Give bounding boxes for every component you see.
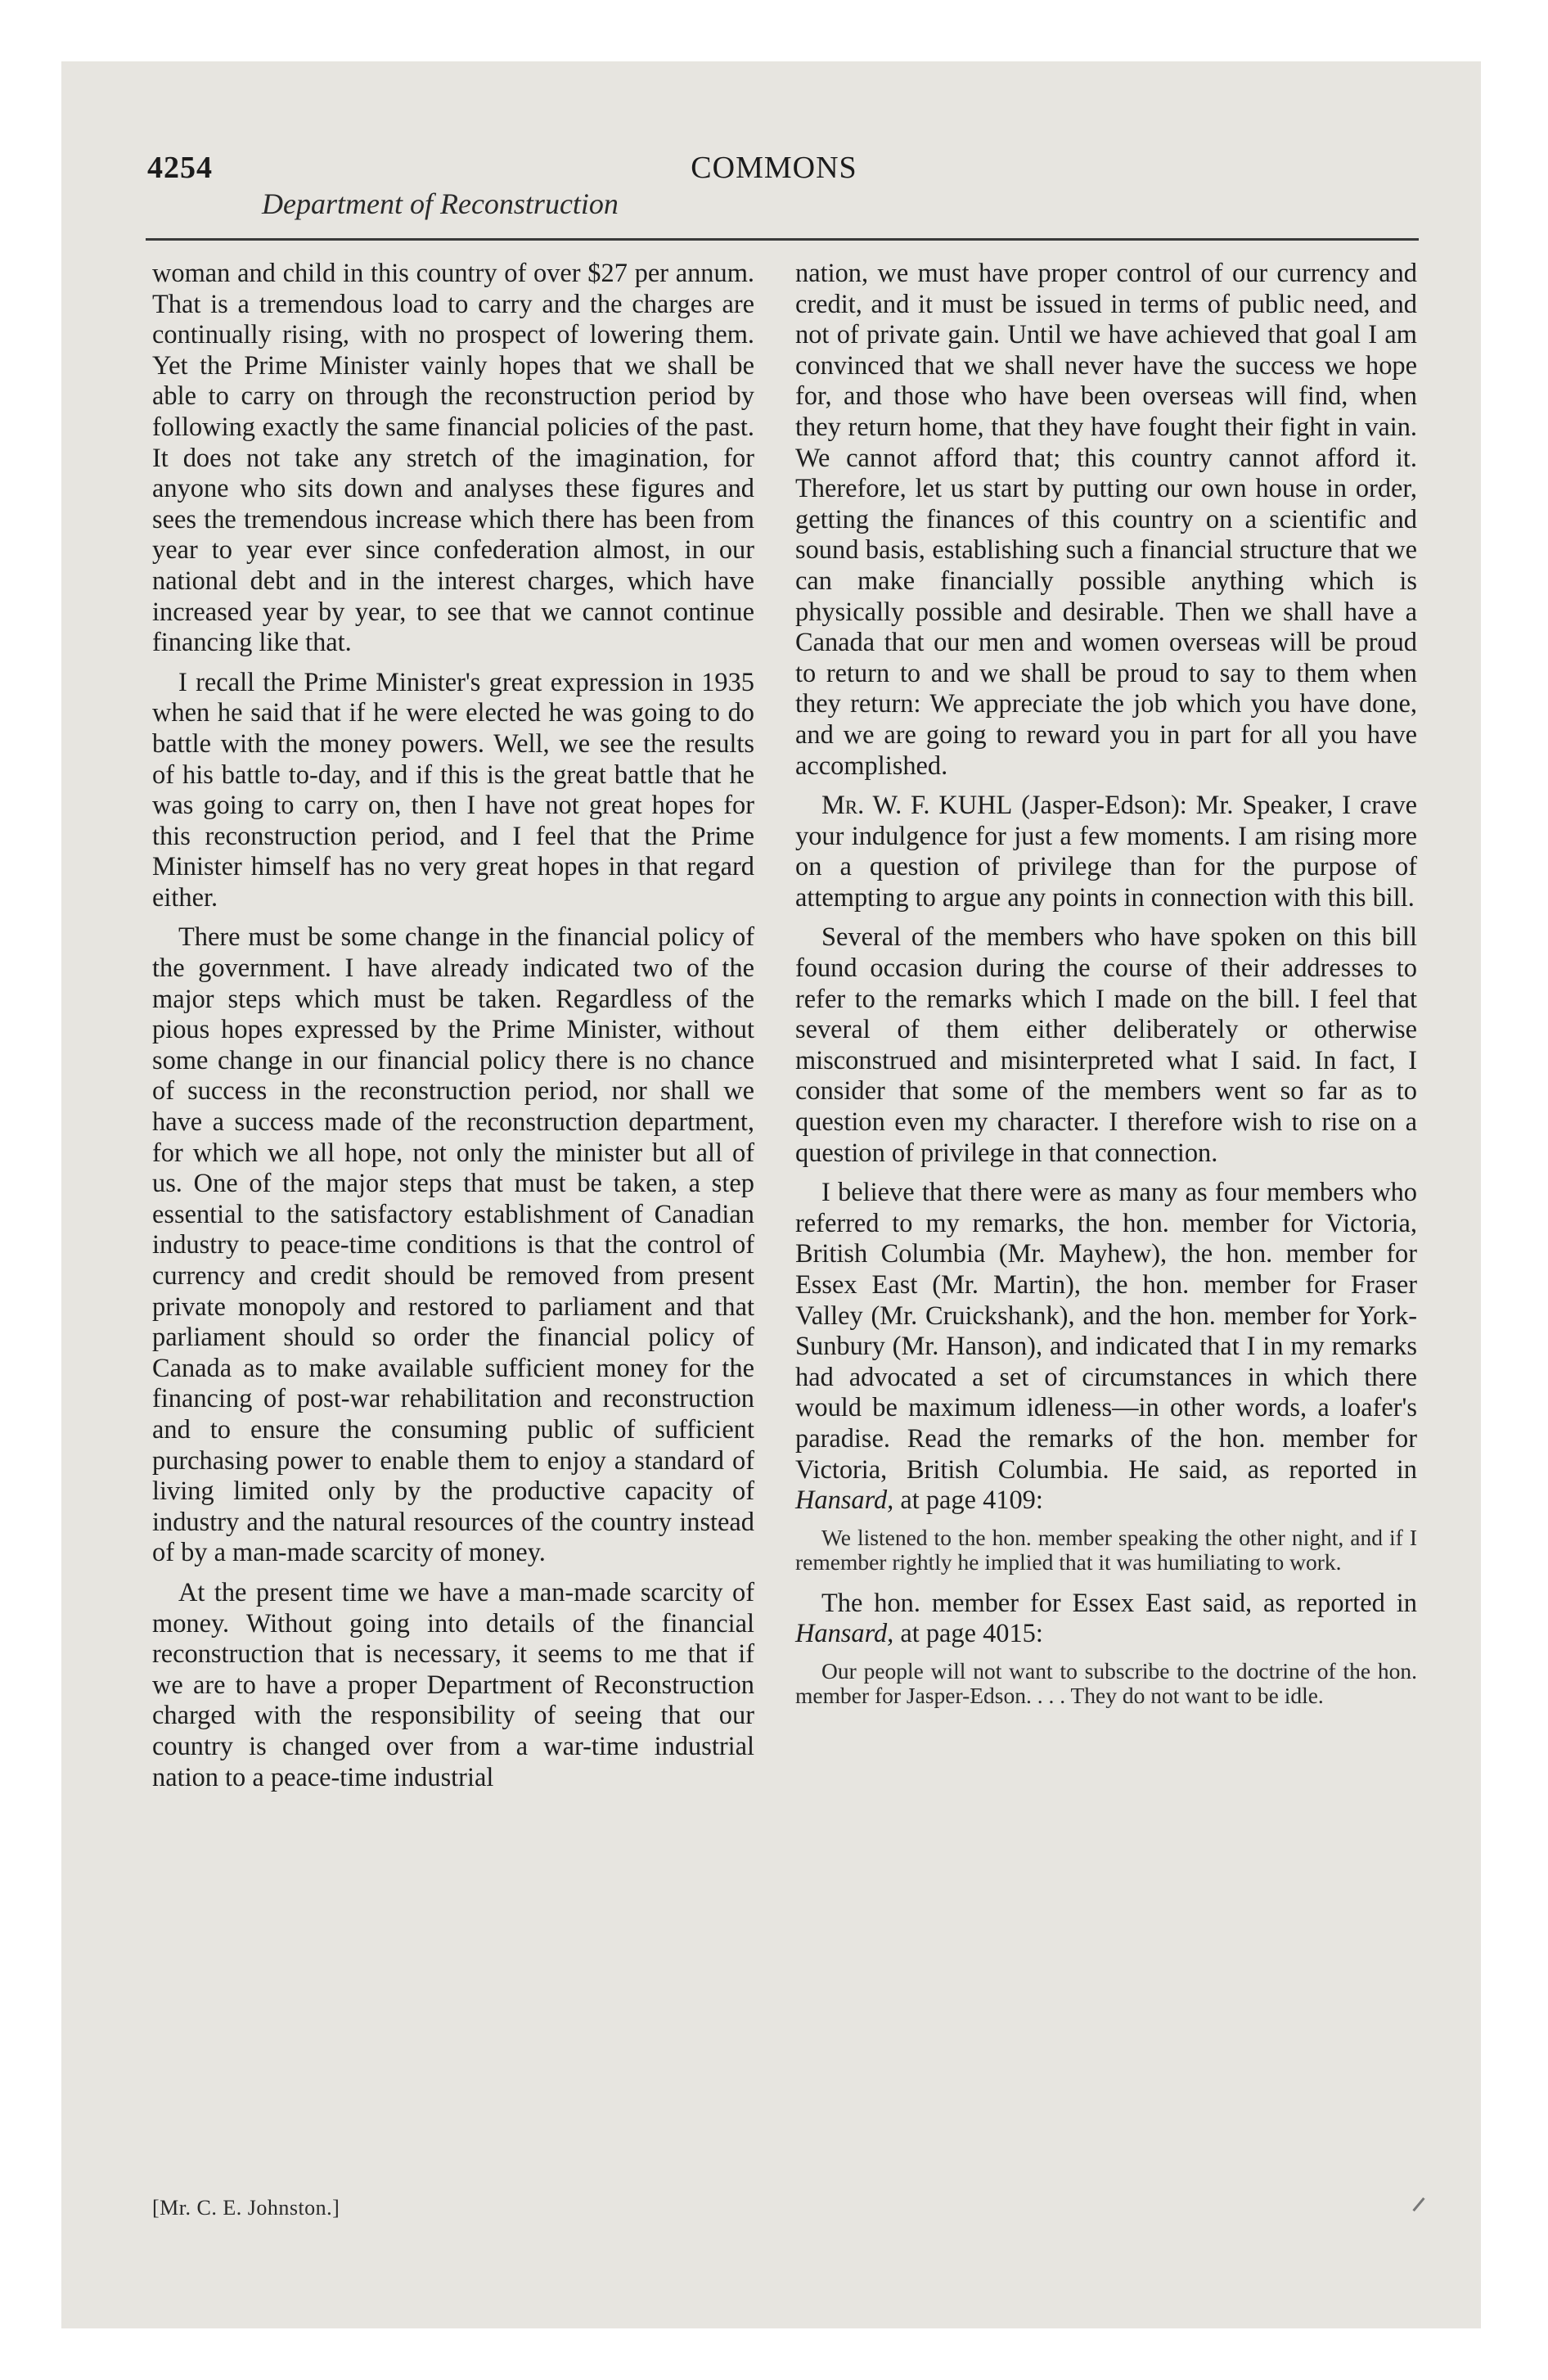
paragraph: At the present time we have a man-made scarcity of money. Without going into details of the financial reconstruction that is necessary, it seems to me that if we are to have a proper Department of Reconstruction charged with the responsibility of seeing that our country is changed over from a war-time industrial nation to a peace-time industrial (152, 1577, 754, 1792)
speech-text: at page 4109: (893, 1485, 1043, 1516)
paragraph (795, 1178, 1417, 1517)
paragraph: I recall the Prime Minister's great expression in 1935 when he said that if he were elected he was going to do battle with the money powers. Well, we see the results of his battle to-day, and if this is the great battle that he was going to carry on, then I have not great hopes for this reconstruction period, and I feel that the Prime Minister himself has no very great hopes in that regard either. (152, 667, 754, 913)
running-title: COMMONS (691, 151, 857, 185)
speech-text: The hon. member for Essex East said, as reported in (821, 1588, 1417, 1618)
right-column (795, 259, 1417, 1722)
left-column (152, 259, 754, 1802)
paragraph: woman and child in this country of over $27 per annum. That is a tremendous load to carry and the charges are continually rising, with no prospect of lowering them. Yet the Prime Minister vainly hopes that we shall be able to carry on through the reconstruction period by following exactly the same financial policies of the past. It does not take any stretch of the imagination, for anyone who sits down and analyses these figures and sees the tremendous increase which there has been from year to year ever since confederation almost, in our national debt and in the interest charges, which have increased year by year, to see that we cannot continue financing like that. (152, 259, 754, 658)
hansard-reference: Hansard, (795, 1619, 894, 1649)
speech-text: I believe that there were as many as four members who referred to my remarks, the hon. member for Victoria, British Columbia (Mr. Mayhew), the hon. member for Essex East (Mr. Martin), the hon. member for Fraser Valley (Mr. Cruickshank), and the hon. member for York-Sunbury (Mr. Hanson), and indicated that I in my remarks had advocated a set of circumstances in which there would be maximum idleness—in other words, a loafer's paradise. Read the remarks of the hon. member for Victoria, British Columbia. He said, as reported in (795, 1178, 1417, 1485)
speech-text: (Jasper-Edson): Mr. Speaker, I crave your indulgence for just a few moments. I am rising more on a question of privilege than for the purpose of attempting to argue any points in connection with this bill. (795, 791, 1417, 913)
section-title: Department of Reconstruction (262, 187, 619, 220)
speech-text: at page 4015: (893, 1619, 1043, 1649)
speaker-attribution: [Mr. C. E. Johnston.] (152, 2196, 340, 2220)
page-number: 4254 (147, 151, 213, 185)
paragraph: There must be some change in the financial policy of the government. I have already indicated two of the major steps which must be taken. Regardless of the pious hopes expressed by the Prime Minister, without some change in our financial policy there is no chance of success in the reconstruction period, nor shall we have a success made of the reconstruction department, for which we all hope, not only the minister but all of us. One of the major steps that must be taken, a step essential to the satisfactory establishment of Canadian industry to peace-time conditions is that the control of currency and credit should be removed from present private monopoly and restored to parliament and that parliament should so order the financial policy of Canada as to make available sufficient money for the financing of post-war rehabilitation and reconstruction and to ensure the consuming public of sufficient purchasing power to enable them to enjoy a standard of living limited only by the productive capacity of industry and the natural resources of the country instead of by a man-made scarcity of money. (152, 922, 754, 1568)
paragraph (795, 791, 1417, 913)
header-rule (146, 238, 1419, 241)
hansard-reference: Hansard, (795, 1485, 894, 1516)
block-quote: Our people will not want to subscribe to the doctrine of the hon. member for Jasper-Edson. . . . They do not want to be idle. (795, 1657, 1417, 1709)
paragraph (795, 1589, 1417, 1650)
speaker-name: Mr. W. F. KUHL (821, 791, 1013, 821)
paragraph: nation, we must have proper control of our currency and credit, and it must be issued in terms of public need, and not of private gain. Until we have achieved that goal I am convinced that we shall never have the success we hope for, and those who have been overseas will find, when they return home, that they have fought their fight in vain. We cannot afford that; this country cannot afford it. Therefore, let us start by putting our own house in order, getting the finances of this country on a scientific and sound basis, establishing such a financial structure that we can make financially possible anything which is physically possible and desirable. Then we shall have a Canada that our men and women overseas will be proud to return to and we shall be proud to say to them when they return: We appreciate the job which you have done, and we are going to reward you in part for all you have accomplished. (795, 259, 1417, 781)
block-quote: We listened to the hon. member speaking the other night, and if I remember rightly he implied that it was humiliating to work. (795, 1524, 1417, 1575)
paragraph: Several of the members who have spoken on this bill found occasion during the course of their addresses to refer to the remarks which I made on the bill. I feel that several of them either deliberately or otherwise misconstrued and misinterpreted what I said. In fact, I consider that some of the members went so far as to question even my character. I therefore wish to rise on a question of privilege in that connection. (795, 922, 1417, 1168)
